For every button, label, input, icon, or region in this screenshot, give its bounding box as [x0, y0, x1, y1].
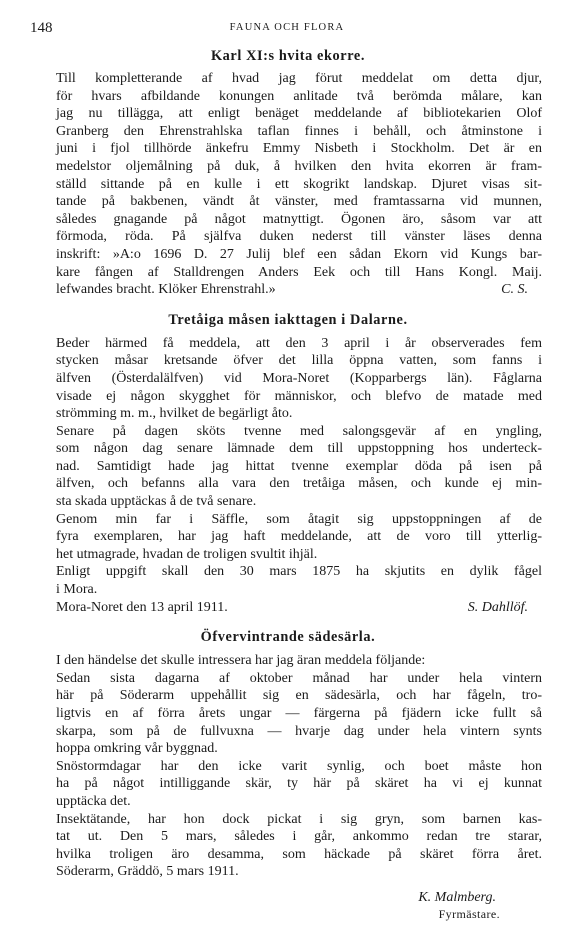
section-title-ekorre: Karl XI:s hvita ekorre.: [210, 48, 366, 64]
article-body: [34, 46, 542, 922]
text-line: för hvars afbildande konungen anlitade två berömda målare, kan: [56, 88, 542, 104]
paragraph: [34, 511, 542, 564]
text-line: hoppa omkring vår byggnad.: [56, 741, 218, 757]
paragraph: [34, 811, 542, 881]
paragraph: [34, 70, 542, 299]
text-line: kare fången af Stalldrengen Anders Eek och till Hans Kongl. Maij.: [56, 264, 542, 280]
text-line: I den händelse det skulle intressera har jag äran meddela följande:: [56, 653, 426, 669]
text-line: älfven, och befanns alla vara den tretåiga måsen, och kunde ej min-: [56, 476, 542, 492]
running-title: FAUNA OCH FLORA: [229, 22, 345, 33]
text-line: Beder härmed få meddela, att den 3 april i år observerades fem: [56, 335, 542, 351]
text-line: Snöstormdagar har den icke varit synlig, och boet måste hon: [56, 758, 542, 774]
text-line: lefwandes bracht. Klöker Ehrenstrahl.»: [56, 282, 276, 298]
page-header: [0, 20, 574, 38]
section-title-masen: Tretåiga måsen iakttagen i Dalarne.: [168, 311, 408, 328]
text-line: ha på något intilliggande skär, ty här på skäret ha vi ej kunnat: [56, 776, 542, 792]
text-line: jag nu tillägga, att enligt benäget meddelande af bibliotekarien Olof: [56, 106, 542, 122]
text-line: Granberg den Ehrenstrahlska taflan finnes i behåll, och åtminstone i: [56, 123, 542, 139]
text-line: ställd sittande på en kulle i ett skogrikt landskap. Djuret visas sit-: [56, 176, 542, 192]
text-line: Sedan sista dagarna af oktober månad har under hela vintern: [56, 670, 542, 686]
dateline-row: [34, 599, 542, 617]
text-line: Senare på dagen sköts tvenne med salongsgevär af en yngling,: [56, 423, 542, 439]
text-line: Insektätande, har hon dock pickat i sig gryn, som barnen kas-: [56, 811, 542, 827]
text-line: således gnagande på något matnyttigt. Ögonen äro, såsom var att: [56, 211, 542, 227]
paragraph: [34, 423, 542, 511]
author-signature: S. Dahllöf.: [467, 599, 528, 615]
text-line: Till kompletterande af hvad jag förut meddelat om detta djur,: [56, 71, 542, 86]
text-line: skarpa, som på de fullvuxna — hvarje dag under hela vintern synts: [56, 723, 542, 739]
author-signature: K. Malmberg.: [418, 889, 496, 905]
dateline: Mora-Noret den 13 april 1911.: [56, 599, 228, 615]
text-line: medelstor oljemålning på duk, å hvilken den hvita ekorren är fram-: [56, 158, 542, 174]
signature-block: [34, 889, 542, 922]
text-line: Söderarm, Gräddö, 5 mars 1911.: [56, 864, 239, 880]
page-number: 148: [30, 20, 53, 36]
text-line: tat ut. Den 5 mars, således i går, ankommo redan tre starar,: [56, 829, 542, 845]
paragraph: [34, 563, 542, 598]
section-title-sadesarla: Öfvervintrande sädesärla.: [200, 629, 376, 646]
text-line: strömming m. m., hvilket de begärligt åto.: [56, 406, 293, 422]
paragraph: [34, 758, 542, 811]
closing-line: [34, 281, 542, 299]
text-line: förmoda, röda. På själfva duken nederst till vänster läses denna: [56, 229, 542, 245]
text-line: som någon dag senare lämnade dem till uppstoppning hos underteck-: [56, 441, 542, 457]
author-signature: C. S.: [501, 282, 528, 298]
text-line: upptäcka det.: [56, 793, 131, 809]
text-line: sta skada upptäckas å de två senare.: [56, 494, 257, 510]
paragraph: [34, 652, 542, 670]
text-line: i Mora.: [56, 582, 98, 598]
text-line: hvilka troligen äro desamma, som häckade på skäret förra året.: [56, 846, 542, 862]
paragraph: [34, 670, 542, 758]
text-line: inskrift: »A:o 1696 D. 27 Julij blef een sådan Ekorn vid Kungs bar-: [56, 246, 542, 262]
text-line: nad. Samtidigt hade jag hittat tvenne exemplar döda på isen på: [56, 458, 542, 474]
text-line: stycken måsar kretsande öfver det lilla öppna vatten, som fanns i: [56, 353, 542, 369]
author-title: Fyrmästare.: [438, 906, 500, 921]
text-line: Enligt uppgift skall den 30 mars 1875 ha skjutits en dylik fågel: [56, 564, 542, 580]
paragraph: [34, 335, 542, 423]
text-line: här på Söderarm uppehållit sig en sädesärla, och har fågeln, tro-: [56, 688, 542, 704]
text-line: Genom min far i Säffle, som åtagit sig uppstoppningen af de: [56, 511, 542, 527]
text-line: fyra exemplaren, har jag haft meddelande, att de voro till ytterlig-: [56, 529, 542, 545]
text-line: tande på bakbenen, vändt åt vänster, med framtassarna vid munnen,: [56, 194, 542, 210]
text-line: het utmagrade, hvadan de troligen svultit ihjäl.: [56, 546, 318, 562]
text-line: juni i fjol tillhörde änkefru Emmy Nisbeth i Stockholm. Det är en: [56, 141, 542, 157]
text-line: älfven (Österdalälfven) vid Mora-Noret (Kopparbergs län). Fåglarna: [56, 370, 542, 386]
text-line: ligtvis en af förra årets ungar — färgerna på fjädern icke fullt så: [56, 706, 542, 721]
text-line: visade ej någon skygghet för människor, och blefvo de matade med: [56, 388, 542, 404]
